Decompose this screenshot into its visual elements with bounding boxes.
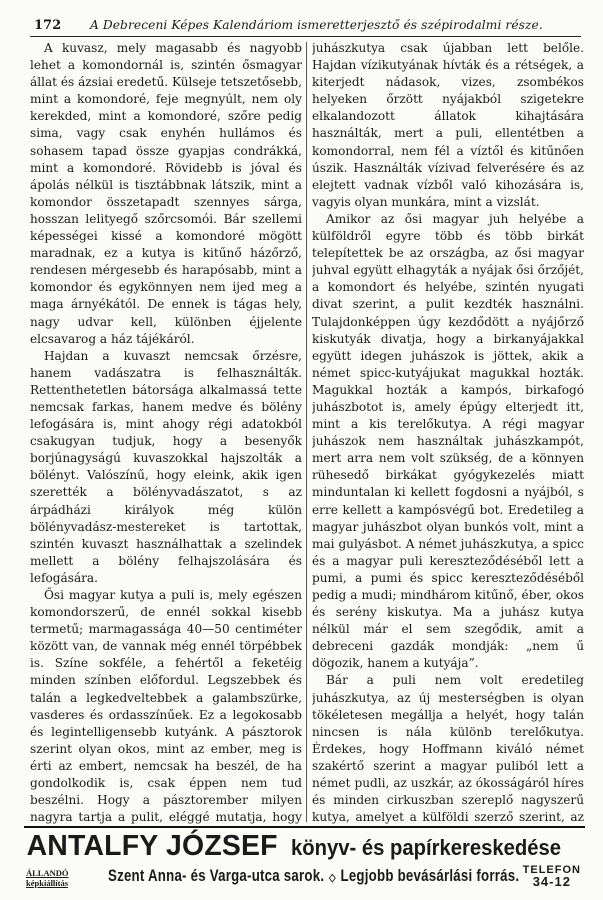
shop-address: Szent Anna- és Varga-utca sarok. [108, 866, 325, 885]
paragraph: Bár a puli nem volt eredetileg juhászkutya, az új mesterségben is olyan tökéletesen megállja a helyét, hogy talán nincsen is nála különb terelőkutya. Érdekes, hogy Hoffmann kiváló német szakértő szerint a magyar puliból lett a német pudli, az uszkár, az ókosságáról híres és minden cirkuszban szereplő nagyszerű kutya, amelyet a külföldi szerző szerint, az [312, 673, 584, 825]
phone-label: TELEFON [522, 864, 581, 876]
exhibition-note-line1: ÁLLANDÓ [26, 868, 69, 878]
diamond-icon: ◇ [328, 872, 336, 884]
advertisement-details [24, 866, 585, 892]
article-right-column [312, 40, 584, 826]
page-number: 172 [34, 18, 62, 33]
running-title: A Debreceni Képes Kalendáriom ismeretterjesztő és szépirodalmi része. [90, 18, 543, 32]
advertiser-name: ANTALFY JÓZSEF [26, 830, 278, 862]
page-header [30, 14, 581, 37]
paragraph: A kuvasz, mely magasabb és nagyobb lehet a komondornál is, szintén ősmagyar állat és ázsiai eredetű. Külseje tetszetősebb, mint a komondoré, feje megnyúlt, nem oly kerekded, mint a komondoré, szőre pedig sima, vagy csak enyhén hullámos és sohasem tapad össze gyapjas condrákká, mint a komondoré. Rövidebb is jóval és ápolás nélkül is tisztábbnak látszik, mint a komondor összetapadt szennyes sárga, hosszan lelityegő szőrcsomói. Bár szellemi képességei kissé a komondoré mögött maradnak, ez a kutya is kitűnő házőrző, rendesen mérgesebb és harapósabb, mint a komondor és egykönnyen nem ijed meg a maga árnyékától. De ennek is tágas hely, nagy udvar kell, különben éjjelente elcsavarog a ház tájékáról. [30, 41, 302, 346]
advertisement-address-line [108, 866, 519, 886]
advertisement-rule [24, 826, 585, 828]
phone-number: 34-12 [532, 874, 571, 889]
paragraph: Amikor az ősi magyar juh helyébe a külföldről egyre több és több birkát telepítettek be az országba, az ősi magyar juhval együtt elhagyták a nyájak ősi őrzőjét, a komondort és helyébe, szintén nyugati divat szerint, a pulit kezdték használni. Tulajdonképpen úgy kezdődött a nyájőrző kiskutyák divatja, hogy a birkanyájakkal együtt idegen juhászok is jöttek, akik a német spicc-kutyájukat magukkal hozták. Magukkal hozták a kampós, birkafogó juhászbotot is, amely épúgy elterjedt itt, mint a kis terelőkutya. A régi magyar juhászok nem használtak juhászkampót, mert arra nem volt szükség, de a könnyen rühesedő birkákat gyógykezelés miatt minduntalan ki kellett fogdosni a nyájból, s erre kellett a kampósvégű bot. Eredetileg a magyar juhászbot olyan bunkós volt, mint a mai gulyásbot. A német juhászkutya, a spicc és a magyar puli kereszteződéséből lett a pumi, a pumi és spicc kereszteződéséből pedig a mudi; mindhárom kitűnő, éber, okos és serény kiskutya. Ma a juhász kutya nélkül már el sem szegődik, amit a debreceni gazdák mondják: „nem ű dögozik, hanem a kutyája”. [312, 211, 584, 671]
advertisement [24, 830, 585, 892]
exhibition-note [26, 868, 69, 888]
article-left-column [30, 40, 302, 826]
shop-slogan: Legjobb bevásárlási forrás. [340, 866, 520, 885]
paragraph: Hajdan a kuvaszt nemcsak őrzésre, hanem vadászatra is felhasználták. Rettenthetetlen bátorsága alkalmassá tette nemcsak farkas, hanem medve és bölény lefogására is, mint ahogy régi adatokból csakugyan tudjuk, hogy a besenyők borjúnagyságú kuvaszokkal hajszolták a bölényt. Valószínű, hogy eleink, akik igen szerették a bölényvadászatot, s az árpádházi királyok még külön bölényvadász-mestereket is tartottak, szintén kuvaszt használhattak a szelindek mellett a bölény felhajszolására és lefogására. [30, 348, 302, 585]
phone-block [523, 864, 581, 888]
exhibition-note-line2: képkiállítás [26, 878, 69, 888]
paragraph: juhászkutya csak újabban lett belőle. Hajdan vízikutyának hívták és a rétségek, a kiterjedt nádasok, vizes, zsombékos helyeken őrzött nyájakból szigetekre elkalandozott állatok kihajtására használták, mert a puli, ellentétben a komondorral, nem fél a víztől és kitűnően úszik. Használták vízivad felverésére és az elejtett vadnak vízből való kihozására is, vagyis olyan munkára, mint a vizslát. [312, 41, 584, 209]
advertiser-trade: könyv- és papírkereskedése [290, 835, 561, 860]
column-divider [306, 42, 307, 822]
paragraph: Ősi magyar kutya a puli is, mely egészen komondorszerű, de ennél sokkal kisebb termetű; marmagassága 40—50 centiméter között van, de vannak még ennél törpébbek is. Színe sokféle, a fehértől a feketéig minden színben előfordul. Legszebbek és talán a legkedveltebbek a galambszürke, vasderes és ordasszínűek. Ez a legokosabb és legintelligensebb kutyánk. A pásztorok szerint olyan okos, mint az ember, meg is érti az embert, nemcsak ha beszél, de ha gondolkodik is, csak éppen nem tud beszélni. Hogy a pásztorember milyen nagyra tartja a pulit, eléggé mutatja, hogy [30, 588, 302, 825]
advertisement-headline [24, 830, 585, 864]
